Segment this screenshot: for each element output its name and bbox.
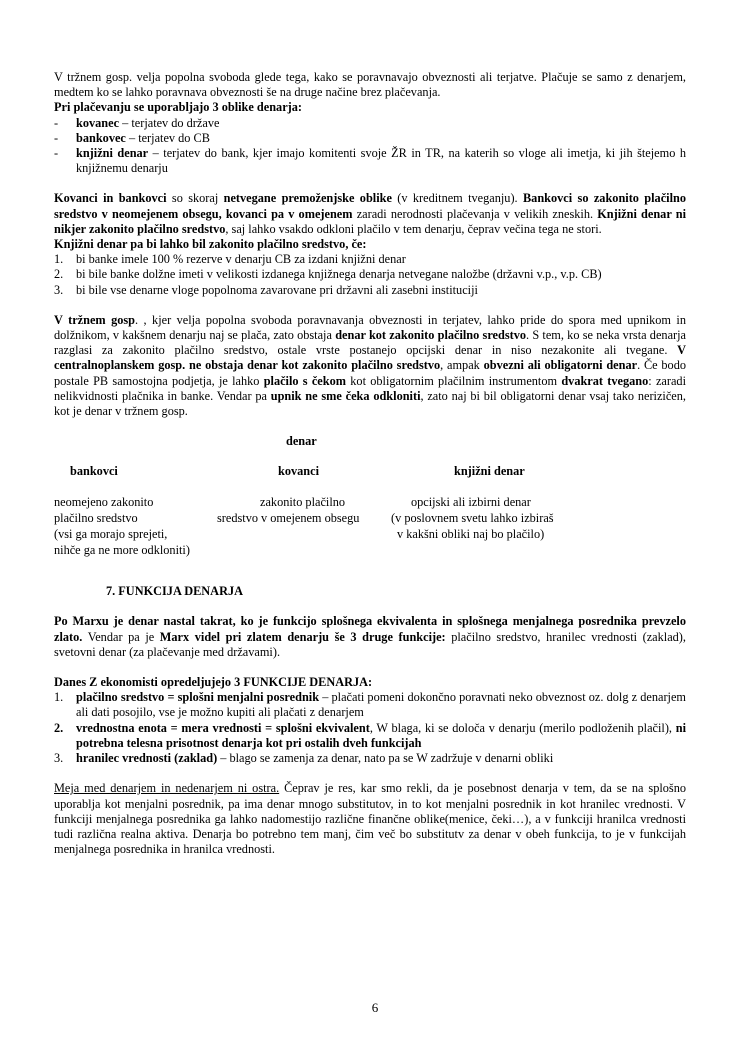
paragraph-legal-tender: V tržnem gosp. , kjer velja popolna svoboda poravnavanja obveznosti in terjatev, lahko pride do spora med upnikom in dolžnikom, v kakšnem denarju naj se plača, zato obstaja denar kot zakonito plačilno sredstvo. S tem, ko se neka vrsta denarja razglasi za zakonito plačilno sredstvo, ostale vrste postanejo opcijski denar in niso nezakonite ali tvegane. V centralnoplanskem gosp. ne obstaja denar kot zakonito plačilno sredstvo, ampak obvezni ali obligatorni denar. Če bodo postale PB samostojna podjetja, je lahko plačilo s čekom kot obligatornim plačilnim instrumentom dvakrat tvegano: zaradi nelikvidnosti plačnika in banke. Vendar pa upnik ne sme čeka odkloniti, zato naj bi bil obligatorni denar vsaj tako nerizičen, kot je denar v tržnem gosp. (54, 312, 686, 419)
table-cell: v kakšni obliki naj bo plačilo) (397, 527, 545, 542)
table-cell: plačilno sredstvo (54, 511, 138, 526)
document-body (54, 70, 686, 857)
list-item: 1. bi banke imele 100 % rezerve v denarju CB za izdani knjižni denar (54, 252, 406, 267)
paragraph-marx: Po Marxu je denar nastal takrat, ko je funkcijo splošnega ekvivalenta in splošnega menjalnega posrednika prevzelo zlato. Vendar pa je Marx videl pri zlatem denarju še 3 druge funkcije: plačilno sredstvo, hranilec vrednosti (zaklad), svetovni denar (za plačevanje med državami). (54, 614, 686, 659)
table-root: denar (286, 434, 317, 449)
list-item: - kovanec – terjatev do države (54, 115, 220, 130)
list-item: 3. bi bile vse denarne vloge popolnoma zavarovane pri državni ali zasebni instituciji (54, 282, 478, 297)
list-item: 3. hranilec vrednosti (zaklad) – blago se zamenja za denar, nato pa se W zadržuje v denarni obliki (54, 751, 554, 766)
table-cell: nihče ga ne more odkloniti) (54, 543, 190, 558)
table-head-knjizni: knjižni denar (454, 464, 525, 479)
money-forms-table (54, 434, 686, 584)
table-head-bankovci: bankovci (70, 464, 118, 479)
section-heading: 7. FUNKCIJA DENARJA (106, 584, 243, 599)
table-cell: (vsi ga morajo sprejeti, (54, 527, 168, 542)
page-number: 6 (371, 1000, 379, 1015)
functions-heading: Danes Z ekonomisti opredeljujejo 3 FUNKCIJE DENARJA: (54, 675, 373, 690)
table-cell: sredstvo v omejenem obsegu (217, 511, 360, 526)
paragraph-coins-banknotes: Kovanci in bankovci so skoraj netvegane premoženjske oblike (v kreditnem tveganju). Bankovci so zakonito plačilno sredstvo v neomejenem obsegu, kovanci pa v omejenem zaradi nerodnosti plačevanja v velikih zneskih. Knjižni denar ni nikjer zakonito plačilno sredstvo, saj lahko vsakdo odkloni plačilo v tem denarju, čeprav večina tega ne stori. (54, 191, 686, 236)
list-item: - bankovec – terjatev do CB (54, 130, 210, 145)
table-cell: (v poslovnem svetu lahko izbiraš (391, 511, 554, 526)
table-cell: zakonito plačilno (260, 495, 346, 510)
paragraph-intro: V tržnem gosp. velja popolna svoboda glede tega, kako se poravnavajo obveznosti ali terjatve. Plačuje se samo z denarjem, medtem ko se lahko poravnava obveznosti še na druge načine brez plačevanja. (54, 70, 686, 100)
table-cell: neomejeno zakonito (54, 495, 154, 510)
table-cell: opcijski ali izbirni denar (411, 495, 531, 510)
list-item: 2. vrednostna enota = mera vrednosti = splošni ekvivalent, W blaga, ki se določa v denarju (merilo podloženih plačil), ni potrebna telesna prisotnost denarja kot pri ostalih dveh funkcijah (54, 720, 686, 750)
conditions-heading: Knjižni denar pa bi lahko bil zakonito plačilno sredstvo, če: (54, 237, 367, 252)
table-head-kovanci: kovanci (278, 464, 319, 479)
list-item: - knjižni denar – terjatev do bank, kjer imajo komitenti svoje ŽR in TR, na katerih so vloge ali imetja, ki jih štejemo h knjižnemu denarju (54, 146, 686, 176)
list-item: 1. plačilno sredstvo = splošni menjalni posrednik – plačati pomeni dokončno poravnati neko obveznost oz. dolg z denarjem ali dati posojilo, vse je možno kupiti ali plačati z denarjem (54, 690, 686, 720)
forms-heading: Pri plačevanju se uporabljajo 3 oblike denarja: (54, 100, 302, 115)
list-item: 2. bi bile banke dolžne imeti v velikosti izdanega knjižnega denarja netvegane naložbe (državni v.p., v.p. CB) (54, 267, 602, 282)
paragraph-substitutes: Meja med denarjem in nedenarjem ni ostra. Čeprav je res, kar smo rekli, da je posebnost denarja v tem, da se na splošno uporablja kot menjalni posrednik, pa ima denar mnogo substitutov, in to kot menjalni posrednik in kot hranilec vrednosti. V funkciji menjalnega posrednika ga lahko nadomestijo različne finančne oblike(menice, čeki…), a v funkciji hranilca vrednosti tudi različna realna aktiva. Denarja bo potrebno tem manj, čim več bo substitutv za denar v obeh funkcija, to je v funkcijah menjalnega posrednika in hranilca vrednosti. (54, 781, 686, 857)
